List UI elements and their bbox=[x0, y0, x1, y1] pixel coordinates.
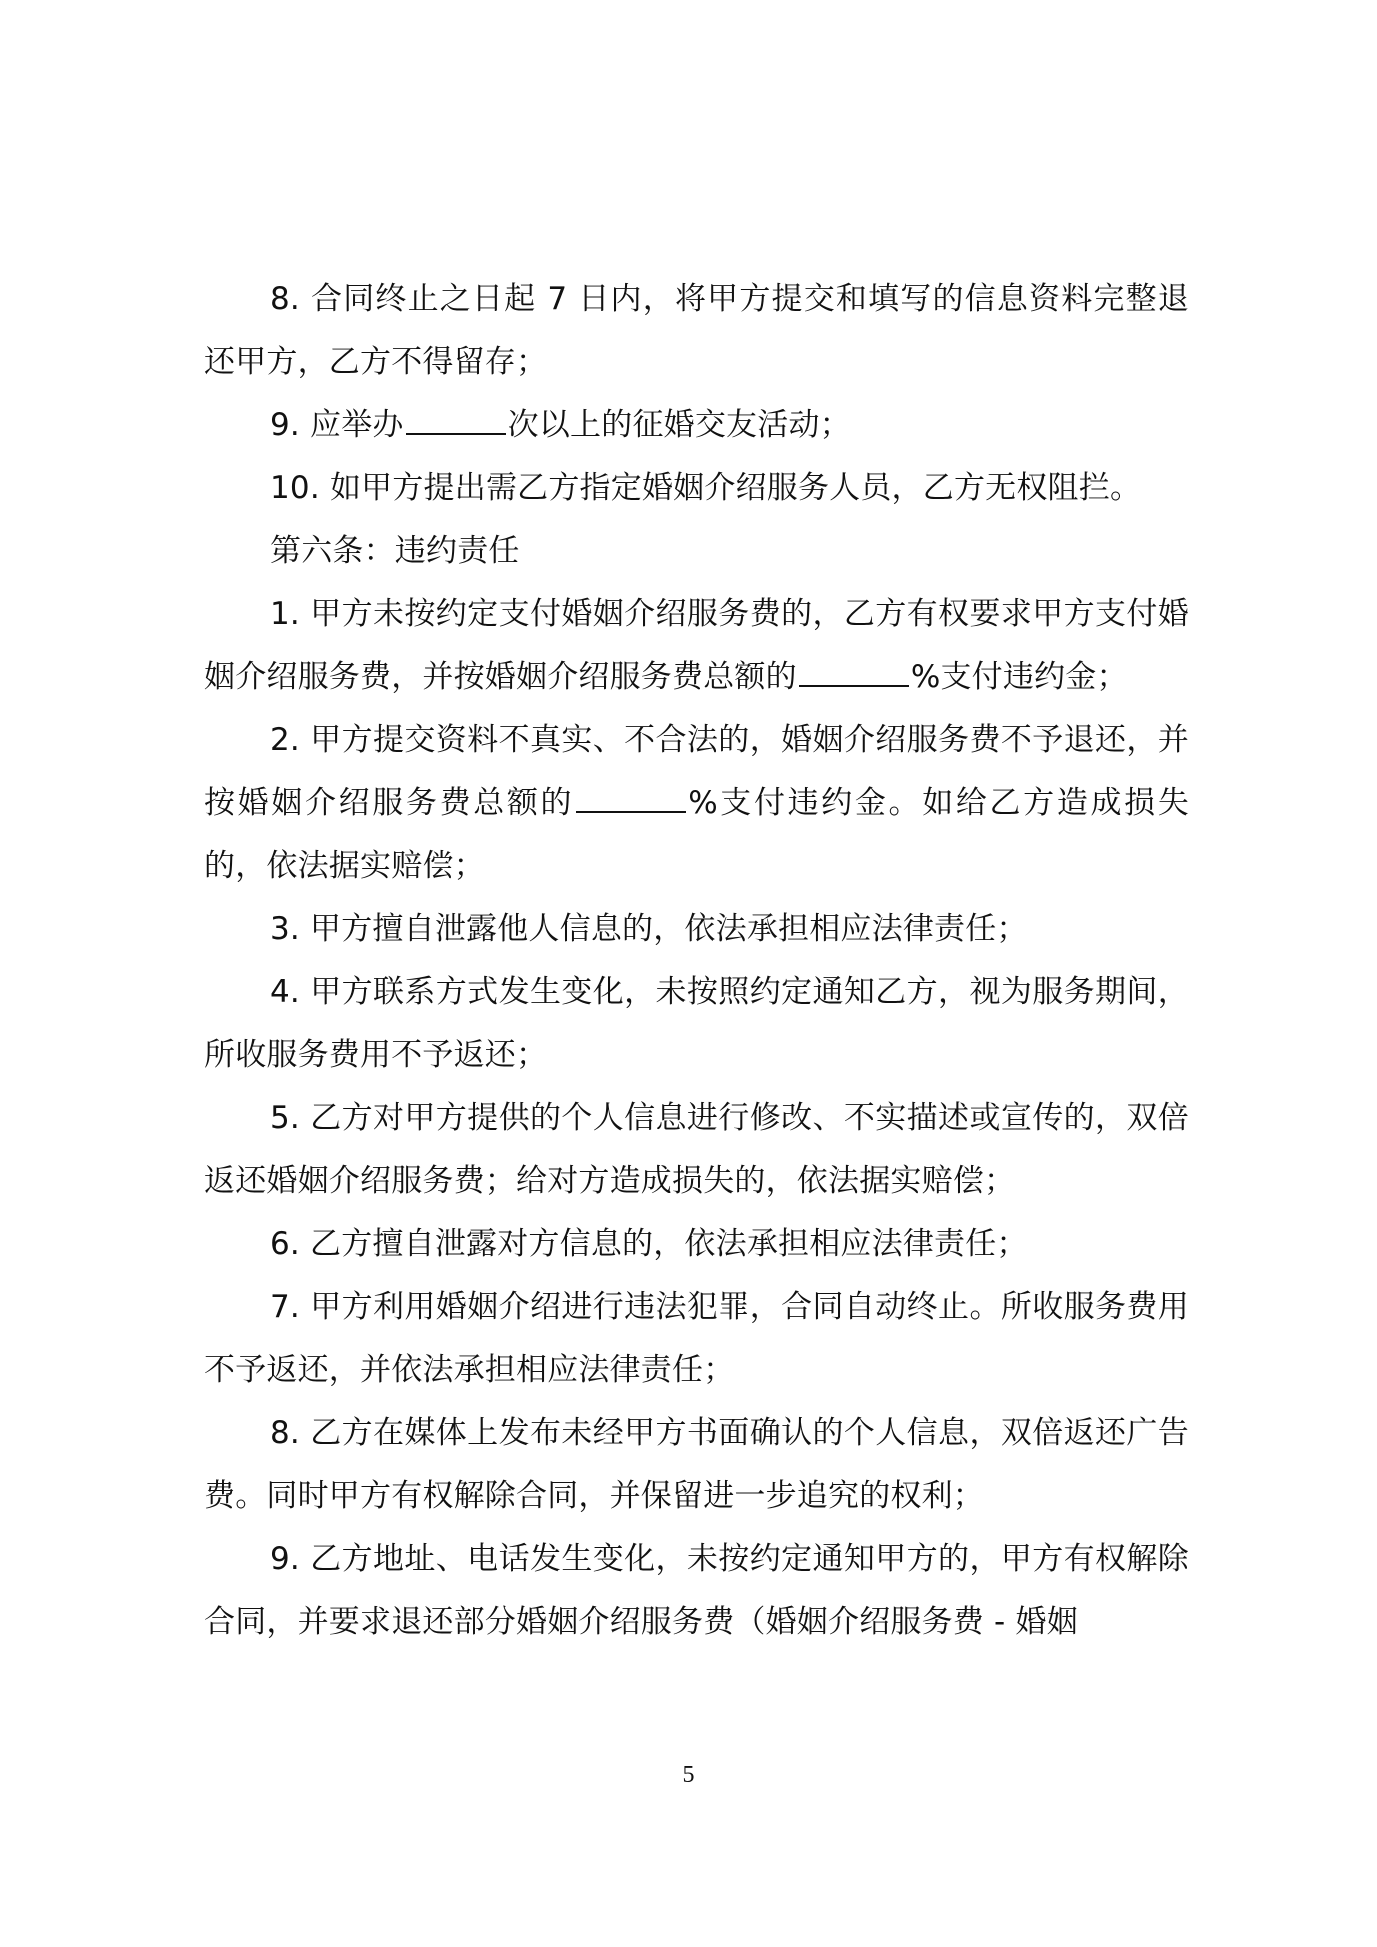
liability-item-9: 9. 乙方地址、电话发生变化，未按约定通知甲方的，甲方有权解除合同，并要求退还部分婚姻介绍服务费（婚姻介绍服务费 - 婚姻 bbox=[204, 1541, 1189, 1640]
fill-in-blank bbox=[406, 403, 506, 435]
liability-item-8: 8. 乙方在媒体上发布未经甲方书面确认的个人信息，双倍返还广告费。同时甲方有权解除合同，并保留进一步追究的权利； bbox=[204, 1415, 1189, 1514]
fill-in-blank bbox=[576, 781, 686, 813]
clause-9-suffix: 次以上的征婚交友活动； bbox=[507, 407, 851, 443]
liability-item-2 bbox=[204, 709, 1189, 898]
liability-item-7: 7. 甲方利用婚姻介绍进行违法犯罪，合同自动终止。所收服务费用不予返还，并依法承担相应法律责任； bbox=[204, 1289, 1189, 1388]
liability-item-1-suffix: %支付违约金； bbox=[910, 659, 1128, 695]
clause-10-text: 10. 如甲方提出需乙方指定婚姻介绍服务人员，乙方无权阻拦。 bbox=[270, 470, 1142, 506]
liability-item-1-prefix: 1. 甲方未按约定支付婚姻介绍服务费的，乙方有权要求甲方支付婚姻介绍服务费，并按婚姻介绍服务费总额的 bbox=[204, 596, 1189, 695]
liability-item-4: 4. 甲方联系方式发生变化，未按照约定通知乙方，视为服务期间，所收服务费用不予返还； bbox=[204, 974, 1189, 1073]
clause-9-prefix: 9. 应举办 bbox=[270, 407, 404, 443]
liability-item-3: 3. 甲方擅自泄露他人信息的，依法承担相应法律责任； bbox=[270, 911, 1028, 947]
page-number: 5 bbox=[682, 1762, 695, 1788]
liability-item-6: 6. 乙方擅自泄露对方信息的，依法承担相应法律责任； bbox=[270, 1226, 1028, 1262]
clause-8-text: 8. 合同终止之日起 7 日内，将甲方提交和填写的信息资料完整退还甲方，乙方不得留存； bbox=[204, 281, 1189, 380]
liability-item-2-suffix: %支付违约金。如给乙方造成损失的，依法据实赔偿； bbox=[204, 785, 1189, 884]
document-body bbox=[204, 268, 1189, 1654]
clause-9-text bbox=[204, 394, 1189, 457]
fill-in-blank bbox=[799, 655, 909, 687]
section-heading: 第六条：违约责任 bbox=[270, 533, 520, 569]
liability-item-1 bbox=[204, 583, 1189, 709]
liability-item-2-prefix: 2. 甲方提交资料不真实、不合法的，婚姻介绍服务费不予退还，并按婚姻介绍服务费总额的 bbox=[204, 722, 1189, 821]
liability-item-5: 5. 乙方对甲方提供的个人信息进行修改、不实描述或宣传的，双倍返还婚姻介绍服务费；给对方造成损失的，依法据实赔偿； bbox=[204, 1100, 1189, 1199]
